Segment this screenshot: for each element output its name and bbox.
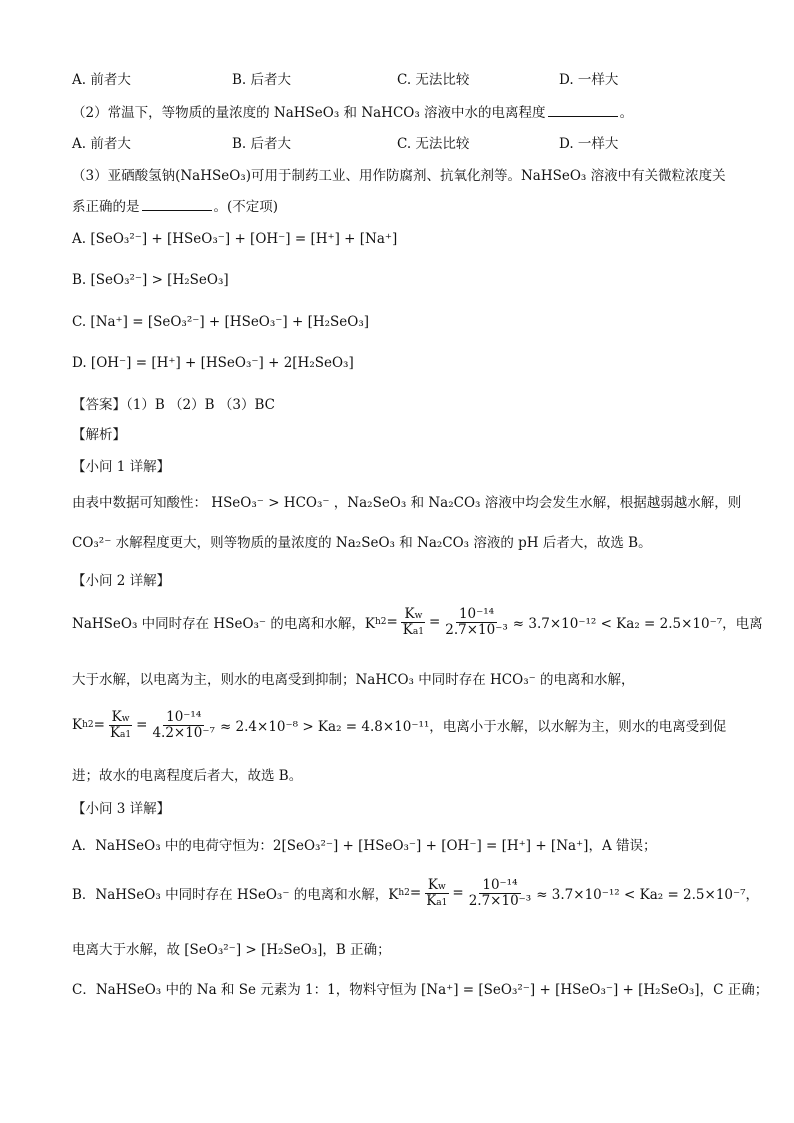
q3-option-b: B. [SeO₃²⁻] > [H₂SeO₃] bbox=[72, 272, 229, 288]
sub3-option-a: A．NaHSeO₃ 中的电荷守恒为：2[SeO₃²⁻] + [HSeO₃⁻] + [OH⁻] = [H⁺] + [Na⁺]，A 错误； bbox=[72, 838, 657, 854]
answer-text: （1）B （2）B （3）BC bbox=[126, 397, 275, 413]
frac-den: 4.2×10⁻⁷ bbox=[152, 724, 215, 741]
sub3-option-b-line1: B．NaHSeO₃ 中同时存在 HSeO₃⁻ 的电离和水解，K h2 = $\frac{Kw}{Ka1}$ = $\frac{\text{10⁻¹⁴}}{\text{2.7×10⁻³}}$ ≈ 3.7×10⁻¹² < Ka₂ = 2.5×10⁻⁷， bbox=[72, 876, 760, 909]
sub2-line4: 进；故水的电离程度后者大，故选 B。 bbox=[72, 768, 303, 784]
q3-stem-text: 系正确的是 bbox=[72, 199, 140, 215]
sub3-kh-subscript: h2 bbox=[398, 888, 410, 898]
analysis-label: 【解析】 bbox=[72, 427, 126, 443]
sub2-line1-tail: ≈ 3.7×10⁻¹² < Ka₂ = 2.5×10⁻⁷，电离 bbox=[512, 616, 763, 632]
frac-den: K bbox=[402, 621, 413, 638]
q1-option-c: C. 无法比较 bbox=[397, 72, 470, 88]
sub2-equals: = bbox=[386, 614, 398, 630]
frac-num: K bbox=[427, 876, 438, 893]
sub2-line2: 大于水解，以电离为主，则水的电离受到抑制；NaHCO₃ 中同时存在 HCO₃⁻ 的电离和水解， bbox=[72, 672, 635, 688]
q3-option-d: D. [OH⁻] = [H⁺] + [HSeO₃⁻] + 2[H₂SeO₃] bbox=[72, 355, 354, 371]
sub2-line1-text: NaHSeO₃ 中同时存在 HSeO₃⁻ 的电离和水解，K bbox=[72, 616, 375, 632]
q2-option-d: D. 一样大 bbox=[559, 136, 619, 152]
sub1-line1: 由表中数据可知酸性： HSeO₃⁻ > HCO₃⁻ ，Na₂SeO₃ 和 Na₂CO₃ 溶液中均会发生水解，根据越弱越水解，则 bbox=[72, 495, 742, 511]
q2-answer-blank bbox=[548, 104, 618, 117]
frac-den: 2.7×10⁻³ bbox=[468, 892, 532, 909]
q3-stem-line2 bbox=[72, 195, 278, 215]
frac-den: K bbox=[426, 892, 437, 909]
q2-option-c: C. 无法比较 bbox=[397, 136, 470, 152]
frac-den: 2.7×10⁻³ bbox=[445, 621, 508, 638]
frac-num: 10⁻¹⁴ bbox=[479, 878, 520, 894]
q2-option-b: B. 后者大 bbox=[232, 136, 292, 152]
kw-over-ka1-fraction bbox=[400, 607, 427, 638]
sub2-line3-kh-subscript: h2 bbox=[82, 720, 94, 730]
frac-den-sub: a1 bbox=[436, 897, 448, 908]
q3-option-c: C. [Na⁺] = [SeO₃²⁻] + [HSeO₃⁻] + [H₂SeO₃] bbox=[72, 314, 370, 330]
value-fraction-2 bbox=[149, 710, 218, 741]
sub3-b-text: B．NaHSeO₃ 中同时存在 HSeO₃⁻ 的电离和水解，K bbox=[72, 887, 399, 903]
sub2-line3: K h2 = $\frac{Kw}{Ka1}$ = $\frac{\text{10⁻¹⁴}}{\text{4.2×10⁻⁷}}$ ≈ 2.4×10⁻⁸ > Ka₂ = 4.8×10⁻¹¹，电离小于水解，以水解为主，则水的电离受到促 bbox=[72, 708, 727, 741]
answer-line bbox=[72, 393, 275, 413]
sub1-title: 【小问 1 详解】 bbox=[72, 459, 171, 475]
frac-num-sub: w bbox=[414, 610, 423, 621]
sub3-option-c: C．NaHSeO₃ 中的 Na 和 Se 元素为 1：1，物料守恒为 [Na⁺] = [SeO₃²⁻] + [HSeO₃⁻] + [H₂SeO₃]，C 正确； bbox=[72, 982, 769, 998]
q3-stem-line1: （3）亚硒酸氢钠(NaHSeO₃)可用于制药工业、用作防腐剂、抗氧化剂等。NaHSeO₃ 溶液中有关微粒浓度关 bbox=[72, 168, 726, 184]
q1-option-b: B. 后者大 bbox=[232, 72, 292, 88]
sub3-b-tail: ≈ 3.7×10⁻¹² < Ka₂ = 2.5×10⁻⁷， bbox=[536, 887, 760, 903]
frac-den-sub: a1 bbox=[412, 626, 424, 637]
kw-over-ka1-fraction-3 bbox=[423, 878, 450, 909]
value-fraction-1 bbox=[442, 607, 511, 638]
answer-label: 【答案】 bbox=[72, 397, 126, 413]
sub2-line1: NaHSeO₃ 中同时存在 HSeO₃⁻ 的电离和水解，K h2 = $\frac{Kw}{Ka1}$ = $\frac{\text{10⁻¹⁴}}{\text{2.7×10⁻³}}$ ≈ 3.7×10⁻¹² < Ka₂ = 2.5×10⁻⁷，电离 bbox=[72, 605, 763, 638]
frac-num-sub: w bbox=[121, 713, 130, 724]
frac-den-sub: a1 bbox=[120, 729, 132, 740]
q3-answer-blank bbox=[142, 198, 212, 211]
sub3-option-b-line2: 电离大于水解，故 [SeO₃²⁻] > [H₂SeO₃]，B 正确； bbox=[72, 942, 391, 958]
q2-stem-end: 。 bbox=[619, 105, 634, 121]
sub2-line3-tail: ≈ 2.4×10⁻⁸ > Ka₂ = 4.8×10⁻¹¹，电离小于水解，以水解为主，则水的电离受到促 bbox=[219, 719, 727, 735]
frac-num: K bbox=[404, 605, 415, 622]
q2-option-a: A. 前者大 bbox=[72, 136, 131, 152]
frac-num: K bbox=[111, 708, 122, 725]
q3-stem-end: 。(不定项) bbox=[213, 199, 279, 215]
value-fraction-3 bbox=[466, 878, 535, 909]
frac-num: 10⁻¹⁴ bbox=[456, 607, 497, 623]
frac-num-sub: w bbox=[437, 881, 446, 892]
sub2-kh-subscript: h2 bbox=[374, 617, 387, 627]
frac-num: 10⁻¹⁴ bbox=[163, 710, 204, 726]
kw-over-ka1-fraction-2 bbox=[107, 710, 134, 741]
q2-stem-text: （2）常温下，等物质的量浓度的 NaHSeO₃ 和 NaHCO₃ 溶液中水的电离程度 bbox=[72, 105, 546, 121]
sub2-line3-k: K bbox=[72, 717, 83, 733]
q2-stem bbox=[72, 101, 633, 121]
sub3-title: 【小问 3 详解】 bbox=[72, 801, 171, 817]
frac-den: K bbox=[109, 724, 121, 741]
q1-option-d: D. 一样大 bbox=[559, 72, 619, 88]
q1-option-a: A. 前者大 bbox=[72, 72, 131, 88]
sub1-line2: CO₃²⁻ 水解程度更大，则等物质的量浓度的 Na₂SeO₃ 和 Na₂CO₃ 溶液的 pH 后者大，故选 B。 bbox=[72, 535, 652, 551]
sub2-title: 【小问 2 详解】 bbox=[72, 573, 171, 589]
q3-option-a: A. [SeO₃²⁻] + [HSeO₃⁻] + [OH⁻] = [H⁺] + [Na⁺] bbox=[72, 231, 398, 247]
